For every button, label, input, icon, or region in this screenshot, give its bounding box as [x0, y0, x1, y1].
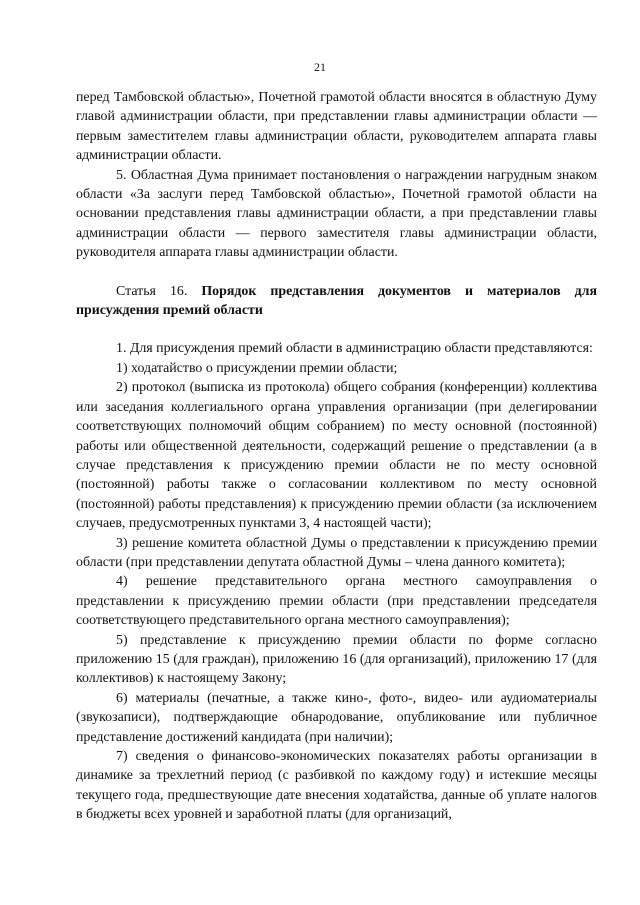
list-item-2: 2) протокол (выписка из протокола) общего собрания (конференции) коллектива или заседания коллегиального органа управления организации (при делегировании соответствующих полномочий общим собранием) по месту основной (постоянной) работы или общественной деятельности, содержащий решение о представлении (а в случае представления к присуждению премии области не по месту основной (постоянной) работы также о согласовании коллективом по месту основной (постоянной) работы представления) к присуждению премии области (за исключением случаев, предусмотренных пунктами 3, 4 настоящей части);: [76, 380, 597, 532]
paragraph-part-1: 1. Для присуждения премий области в администрацию области представляются:: [116, 341, 593, 357]
list-item-6: 6) материалы (печатные, а также кино-, фото-, видео- или аудиоматериалы (звукозаписи), подтверждающие обнародование, опубликование или публичное представление достижений кандидата (при наличии);: [76, 690, 597, 745]
document-body: [76, 88, 597, 825]
article-heading: [76, 282, 597, 321]
paragraph-item-5: 5. Областная Дума принимает постановления о награждении нагрудным знаком области «За заслуги перед Тамбовской областью», Почетной грамотой области на основании представления главы администрации области, а при представлении главы администрации области — первого заместителя главы администрации области, руководителя аппарата главы администрации области.: [76, 167, 597, 261]
list-item-1: 1) ходатайство о присуждении премии области;: [116, 360, 398, 376]
page-number: 21: [314, 60, 326, 74]
article-label: Статья 16.: [116, 283, 188, 299]
article-title: Порядок представления документов и материалов для присуждения премий области: [76, 283, 597, 319]
list-item-4: 4) решение представительного органа местного самоуправления о представлении к присуждению премии области (при представлении председателя соответствующего представительного органа местного самоуправления);: [76, 574, 597, 629]
list-item-3: 3) решение комитета областной Думы о представлении к присуждению премии области (при представлении депутата областной Думы – члена данного комитета);: [76, 535, 597, 570]
paragraph-continuation: перед Тамбовской областью», Почетной грамотой области вносятся в областную Думу главой администрации области, при представлении главы администрации области — первым заместителем главы администрации области, руководителем аппарата главы администрации области.: [76, 90, 597, 164]
list-item-5: 5) представление к присуждению премии области по форме согласно приложению 15 (для граждан), приложению 16 (для организаций), приложению 17 (для коллективов) к настоящему Закону;: [76, 632, 597, 687]
list-item-7: 7) сведения о финансово-экономических показателях работы организации в динамике за трехлетний период (с разбивкой по каждому году) и истекшие месяцы текущего года, предшествующие дате внесения ходатайства, данные об уплате налогов в бюджеты всех уровней и заработной платы (для организаций,: [76, 749, 597, 823]
